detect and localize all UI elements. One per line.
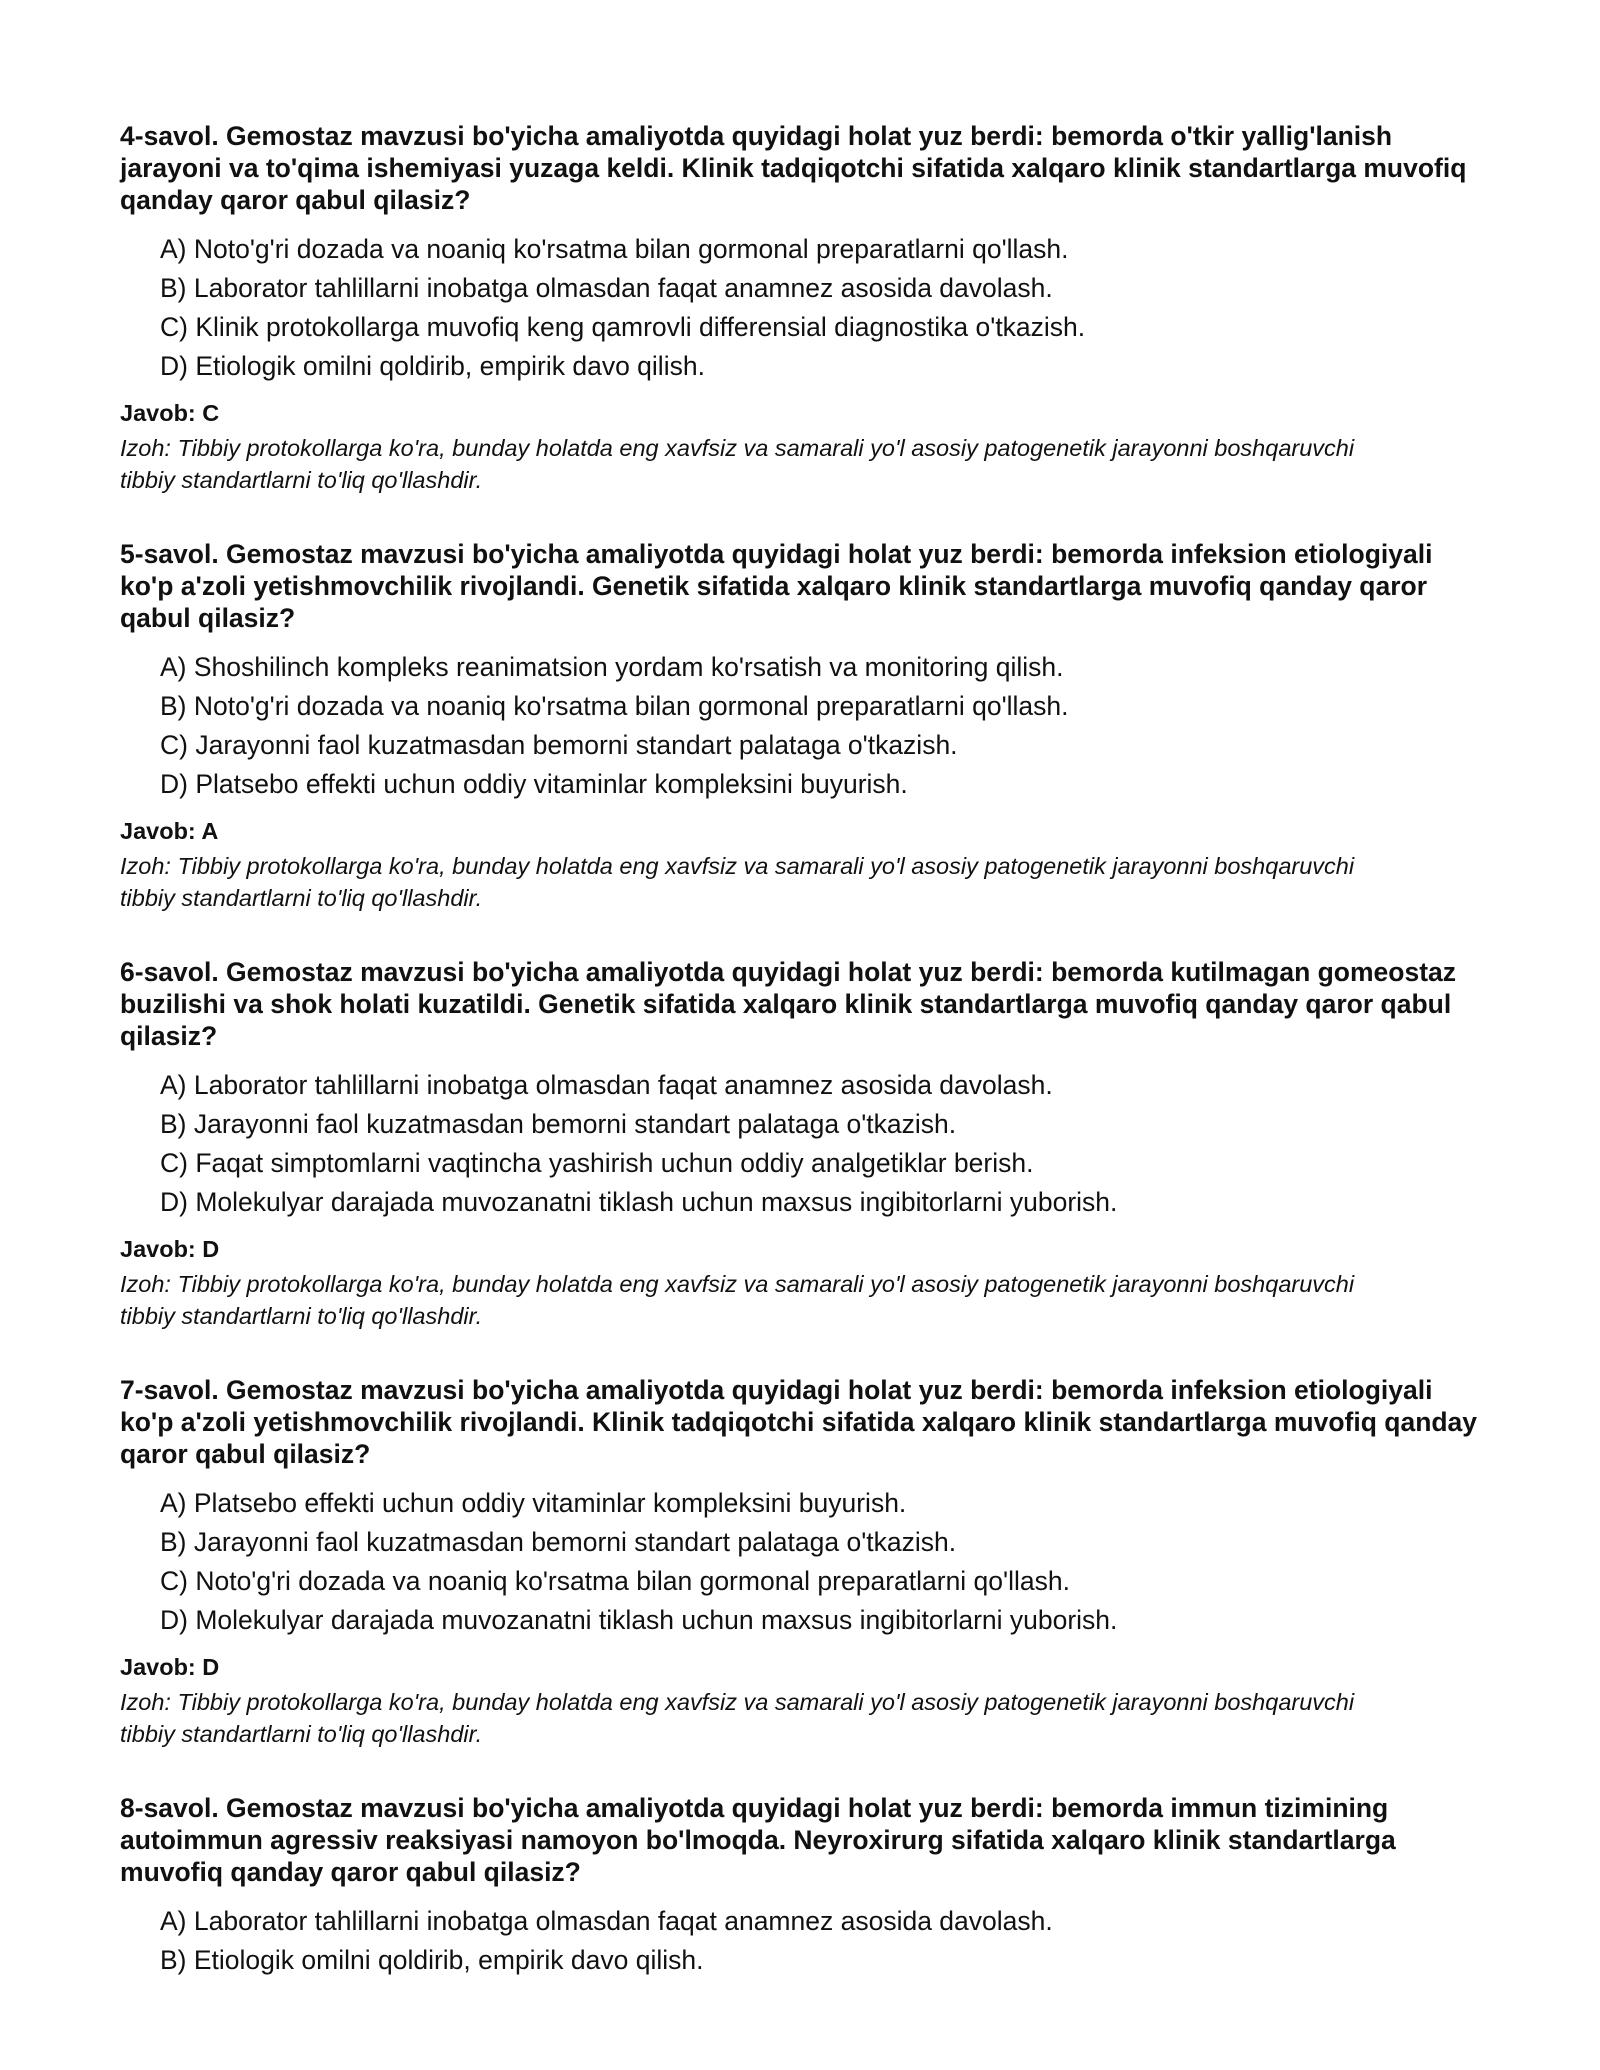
answer-text: Javob: C: [120, 400, 220, 426]
option-d: D) Molekulyar darajada muvozanatni tiklash uchun maxsus ingibitorlarni yuborish.: [160, 1605, 1118, 1635]
option-c: C) Noto'g'ri dozada va noaniq ko'rsatma bilan gormonal preparatlarni qo'llash.: [160, 1566, 1070, 1596]
question-block: [120, 1792, 1480, 1980]
explanation-note: Izoh: Tibbiy protokollarga ko'ra, bunday holatda eng xavfsiz va samarali yo'l asosiy patogenetik jarayonni boshqaruvchi tibbiy standartlarni to'liq qo'llashdir.: [120, 1271, 1355, 1329]
option-list: [120, 648, 1480, 804]
option-list: [120, 230, 1480, 386]
option-c: C) Jarayonni faol kuzatmasdan bemorni standart palataga o'tkazish.: [160, 730, 958, 760]
option-b: B) Laborator tahlillarni inobatga olmasdan faqat anamnez asosida davolash.: [160, 273, 1053, 303]
question-text: 6-savol. Gemostaz mavzusi bo'yicha amaliyotda quyidagi holat yuz berdi: bemorda kutilmagan gomeostaz buzilishi va shok holati kuzatildi. Genetik sifatida xalqaro klinik standartlarga muvofiq qanday qaror qabul qilasiz?: [120, 957, 1457, 1051]
question-block: [120, 956, 1480, 1332]
option-b: B) Jarayonni faol kuzatmasdan bemorni standart palataga o'tkazish.: [160, 1109, 957, 1139]
option-b: B) Etiologik omilni qoldirib, empirik davo qilish.: [160, 1945, 704, 1975]
explanation-note: Izoh: Tibbiy protokollarga ko'ra, bunday holatda eng xavfsiz va samarali yo'l asosiy patogenetik jarayonni boshqaruvchi tibbiy standartlarni to'liq qo'llashdir.: [120, 435, 1355, 493]
question-text: 8-savol. Gemostaz mavzusi bo'yicha amaliyotda quyidagi holat yuz berdi: bemorda immun tizimining autoimmun agressiv reaksiyasi namoyon bo'lmoqda. Neyroxirurg sifatida xalqaro klinik standartlarga muvofiq qanday qaror qabul qilasiz?: [120, 1793, 1396, 1887]
answer-text: Javob: D: [120, 1236, 220, 1262]
question-text: 7-savol. Gemostaz mavzusi bo'yicha amaliyotda quyidagi holat yuz berdi: bemorda infeksion etiologiyali ko'p a'zoli yetishmovchilik rivojlandi. Klinik tadqiqotchi sifatida xalqaro klinik standartlarga muvofiq qanday qaror qabul qilasiz?: [120, 1375, 1478, 1469]
question-block: [120, 538, 1480, 914]
document-page: [120, 120, 1480, 2022]
option-d: D) Etiologik omilni qoldirib, empirik davo qilish.: [160, 351, 705, 381]
option-list: [120, 1902, 1480, 1980]
answer-text: Javob: D: [120, 1654, 220, 1680]
explanation-note: Izoh: Tibbiy protokollarga ko'ra, bunday holatda eng xavfsiz va samarali yo'l asosiy patogenetik jarayonni boshqaruvchi tibbiy standartlarni to'liq qo'llashdir.: [120, 853, 1355, 911]
option-a: A) Shoshilinch kompleks reanimatsion yordam ko'rsatish va monitoring qilish.: [160, 652, 1064, 682]
question-text: 5-savol. Gemostaz mavzusi bo'yicha amaliyotda quyidagi holat yuz berdi: bemorda infeksion etiologiyali ko'p a'zoli yetishmovchilik rivojlandi. Genetik sifatida xalqaro klinik standartlarga muvofiq qanday qaror qabul qilasiz?: [120, 539, 1433, 633]
question-block: [120, 120, 1480, 496]
question-block: [120, 1374, 1480, 1750]
option-a: A) Noto'g'ri dozada va noaniq ko'rsatma bilan gormonal preparatlarni qo'llash.: [160, 234, 1069, 264]
option-c: C) Klinik protokollarga muvofiq keng qamrovli differensial diagnostika o'tkazish.: [160, 312, 1086, 342]
option-a: A) Laborator tahlillarni inobatga olmasdan faqat anamnez asosida davolash.: [160, 1906, 1053, 1936]
option-a: A) Platsebo effekti uchun oddiy vitaminlar kompleksini buyurish.: [160, 1488, 907, 1518]
question-text: 4-savol. Gemostaz mavzusi bo'yicha amaliyotda quyidagi holat yuz berdi: bemorda o'tkir yallig'lanish jarayoni va to'qima ishemiyasi yuzaga keldi. Klinik tadqiqotchi sifatida xalqaro klinik standartlarga muvofiq qanday qaror qabul qilasiz?: [120, 121, 1467, 215]
option-c: C) Faqat simptomlarni vaqtincha yashirish uchun oddiy analgetiklar berish.: [160, 1148, 1034, 1178]
option-b: B) Jarayonni faol kuzatmasdan bemorni standart palataga o'tkazish.: [160, 1527, 957, 1557]
option-b: B) Noto'g'ri dozada va noaniq ko'rsatma bilan gormonal preparatlarni qo'llash.: [160, 691, 1069, 721]
answer-text: Javob: A: [120, 818, 219, 844]
option-d: D) Platsebo effekti uchun oddiy vitaminlar kompleksini buyurish.: [160, 769, 908, 799]
explanation-note: Izoh: Tibbiy protokollarga ko'ra, bunday holatda eng xavfsiz va samarali yo'l asosiy patogenetik jarayonni boshqaruvchi tibbiy standartlarni to'liq qo'llashdir.: [120, 1689, 1355, 1747]
option-list: [120, 1066, 1480, 1222]
option-d: D) Molekulyar darajada muvozanatni tiklash uchun maxsus ingibitorlarni yuborish.: [160, 1187, 1118, 1217]
option-list: [120, 1484, 1480, 1640]
option-a: A) Laborator tahlillarni inobatga olmasdan faqat anamnez asosida davolash.: [160, 1070, 1053, 1100]
